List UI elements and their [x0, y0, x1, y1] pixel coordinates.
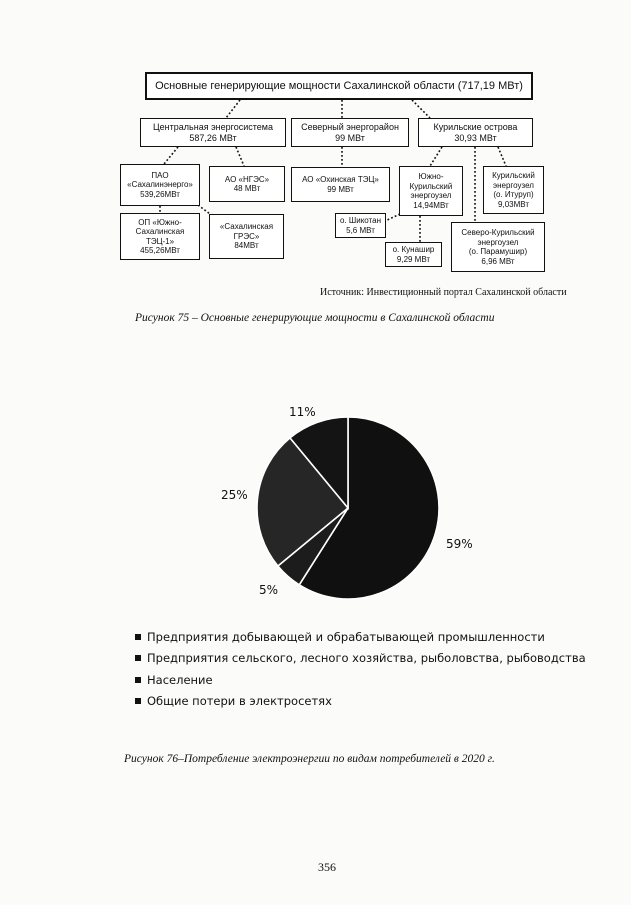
- pie-label-5: 5%: [259, 583, 279, 597]
- tec1-line-1: ОП «Южно-: [138, 217, 182, 227]
- shikotan-line-1: о. Шикотан: [340, 216, 381, 225]
- pie-label-25: 25%: [221, 488, 248, 502]
- okha-line-2: 99 МВт: [327, 184, 354, 194]
- kuril-node-line-2: энергоузел: [493, 180, 534, 190]
- gres-line-2: ГРЭС»: [233, 231, 260, 241]
- north-kuril-line-4: 6,96 МВт: [481, 256, 515, 266]
- kuril-node-line-3: (о. Итуруп): [493, 190, 534, 199]
- tec1-line-4: 455,26МВт: [140, 246, 180, 255]
- pie-legend: [135, 626, 586, 712]
- kuril-node-line-4: 9,03МВт: [498, 199, 529, 209]
- tec1-line-2: Сахалинская: [135, 227, 185, 236]
- nges-line-2: 48 МВт: [233, 184, 261, 193]
- gres-line-1: «Сахалинская: [219, 222, 274, 232]
- south-kuril-line-4: 14,94МВт: [413, 200, 449, 210]
- pao-line-1: ПАО: [151, 170, 169, 180]
- north-kuril-line-1: Северо-Курильский: [461, 228, 535, 237]
- north-district-value: 99 МВт: [335, 132, 365, 143]
- tec1-line-3: ТЭЦ-1»: [145, 236, 175, 246]
- north-kuril-line-3: (о. Парамушир): [468, 247, 528, 256]
- figure-76-caption: Рисунок 76–Потребление электроэнергии по видам потребителей в 2020 г.: [124, 753, 495, 765]
- south-kuril-line-3: энергоузел: [410, 191, 452, 200]
- legend-label: Общие потери в электросетях: [147, 694, 332, 709]
- page-number: 356: [318, 860, 336, 874]
- central-grid-value: 587,26 МВт: [189, 132, 237, 143]
- kuril-islands-title: Курильские острова: [433, 121, 518, 132]
- source-note: Источник: Инвестиционный портал Сахалинской области: [320, 287, 567, 298]
- legend-label: Предприятия добывающей и обрабатывающей промышленности: [147, 629, 545, 644]
- figure-75-caption: Рисунок 75 – Основные генерирующие мощности в Сахалинской области: [135, 312, 495, 324]
- legend-swatch-icon: [135, 655, 141, 661]
- legend-item-industry: [135, 626, 586, 648]
- north-district-title: Северный энергорайон: [301, 121, 399, 132]
- legend-item-losses: [135, 691, 586, 713]
- nges-line-1: АО «НГЭС»: [224, 174, 270, 184]
- central-grid-title: Центральная энергосистема: [153, 121, 273, 132]
- pao-line-3: 539,26МВт: [140, 189, 180, 199]
- north-kuril-line-2: энергоузел: [477, 237, 519, 247]
- legend-swatch-icon: [135, 698, 141, 704]
- legend-swatch-icon: [135, 677, 141, 683]
- kunashir-line-1: о. Кунашир: [392, 245, 435, 254]
- legend-label: Предприятия сельского, лесного хозяйства, рыболовства, рыбоводства: [147, 651, 586, 666]
- pao-line-2: «Сахалинэнерго»: [127, 180, 193, 190]
- kunashir-line-2: 9,29 МВт: [396, 254, 431, 264]
- pie-label-11: 11%: [289, 405, 316, 419]
- kuril-islands-value: 30,93 МВт: [454, 132, 497, 143]
- legend-label: Население: [147, 672, 213, 687]
- south-kuril-line-1: Южно-: [418, 172, 444, 181]
- legend-swatch-icon: [135, 634, 141, 640]
- gres-line-3: 84МВт: [234, 241, 259, 251]
- pie-label-59: 59%: [446, 537, 473, 551]
- top-box-text: Основные генерирующие мощности Сахалинской области (717,19 МВт): [155, 79, 523, 92]
- okha-line-1: АО «Охинская ТЭЦ»: [302, 175, 379, 184]
- legend-item-agriculture: [135, 648, 586, 670]
- kuril-node-line-1: Курильский: [492, 171, 535, 180]
- legend-item-population: [135, 669, 586, 691]
- south-kuril-line-2: Курильский: [409, 181, 453, 191]
- shikotan-line-2: 5,6 МВт: [346, 225, 375, 235]
